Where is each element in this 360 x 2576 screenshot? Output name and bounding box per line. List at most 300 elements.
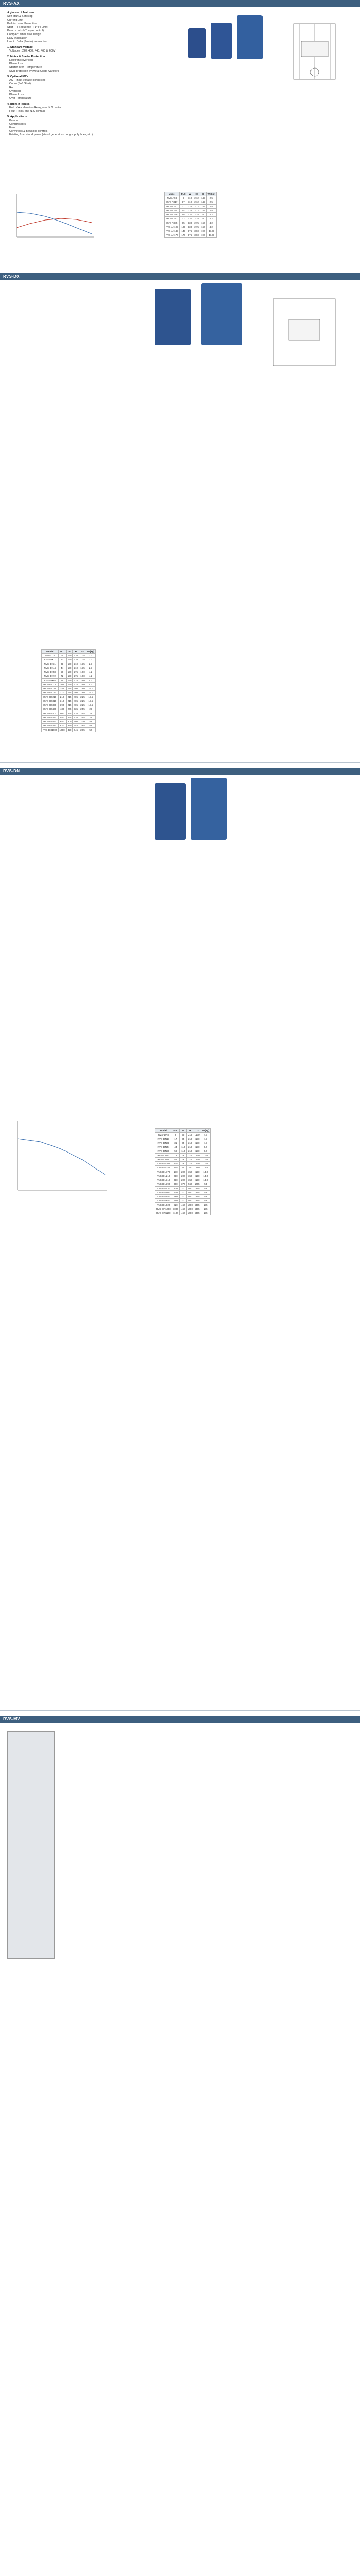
- table-cell: 255: [79, 707, 86, 711]
- table-row: [155, 1133, 211, 1137]
- table-cell: 75: [179, 1141, 186, 1145]
- table-cell: 160: [79, 679, 86, 683]
- col-header: Model: [155, 1129, 172, 1133]
- table-cell: RVS-DX650: [42, 720, 59, 724]
- table-cell: 160: [79, 674, 86, 679]
- table-cell: RVS-DX1000: [42, 728, 59, 732]
- section-divider: [0, 1710, 360, 1711]
- table-cell: 130: [187, 213, 193, 217]
- table-row: [165, 225, 217, 229]
- table-cell: 560: [186, 1182, 194, 1187]
- table-row: [165, 229, 217, 233]
- table-row: [155, 1166, 211, 1170]
- table-row: [155, 1182, 211, 1187]
- table-row: [155, 1211, 211, 1215]
- table-cell: 500: [172, 1191, 179, 1195]
- table-cell: 53: [201, 1187, 210, 1191]
- table-cell: 11.0: [201, 1158, 210, 1162]
- table-cell: RVS-AX17: [165, 200, 180, 205]
- table-cell: 175: [66, 687, 73, 691]
- table-cell: 110: [187, 209, 193, 213]
- table-cell: 130: [66, 670, 73, 674]
- table-cell: RVS-DN72: [155, 1154, 172, 1158]
- table-cell: 215: [66, 699, 73, 703]
- table-cell: 130: [187, 221, 193, 225]
- table-cell: 170: [194, 1154, 201, 1158]
- table-cell: 135: [79, 666, 86, 670]
- table-cell: 31: [179, 205, 187, 209]
- table-cell: 17: [179, 200, 187, 205]
- table-cell: RVS-DX820: [42, 724, 59, 728]
- table-cell: 390: [172, 1182, 179, 1187]
- table-row: [42, 691, 96, 695]
- table-row: [42, 662, 96, 666]
- table-cell: 190: [194, 1178, 201, 1182]
- table-cell: 430: [172, 1187, 179, 1191]
- table-row: [42, 695, 96, 699]
- table-cell: 310: [172, 1178, 179, 1182]
- table-row: [165, 221, 217, 225]
- feature-item: Start – 4 Sequence (T1~T4 Limit): [7, 26, 48, 29]
- group-item: Phase Loss: [9, 93, 24, 96]
- table-cell: RVS-DN17: [155, 1137, 172, 1141]
- table-cell: 190: [200, 233, 206, 238]
- table-cell: 225: [79, 703, 86, 707]
- table-cell: 265: [194, 1187, 201, 1191]
- table-cell: 42: [86, 720, 95, 724]
- table-row: [42, 711, 96, 716]
- section-rvs-mv: [0, 1716, 360, 2576]
- table-row: [155, 1154, 211, 1158]
- group-item: End of Acceleration Relay, one N.O contact: [9, 106, 63, 109]
- table-cell: 4.2: [206, 221, 216, 225]
- table-cell: 160: [79, 683, 86, 687]
- table-cell: 2.5: [206, 200, 216, 205]
- group-item: Curve (Soft Start): [9, 82, 31, 86]
- table-cell: 170: [194, 1162, 201, 1166]
- table-cell: 213: [186, 1145, 194, 1149]
- table-cell: RVS-DX145: [42, 687, 59, 691]
- table-cell: RVS-DX85: [42, 679, 59, 683]
- col-header: H: [186, 1129, 194, 1133]
- group-item: Compressors: [9, 123, 26, 126]
- table-row: [42, 666, 96, 670]
- table-cell: 200: [179, 1174, 186, 1178]
- table-row: [165, 196, 217, 200]
- group-item: AC – input voltage connected: [9, 79, 46, 82]
- table-cell: 160: [79, 670, 86, 674]
- table-cell: 72: [179, 217, 187, 221]
- section-header: RVS-MV: [0, 1716, 360, 1723]
- table-row: [42, 674, 96, 679]
- table-row: [155, 1162, 211, 1166]
- table-cell: 135: [79, 658, 86, 662]
- table-cell: 1000: [186, 1203, 194, 1207]
- table-cell: 17: [58, 658, 66, 662]
- table-cell: 105: [58, 683, 66, 687]
- table-cell: 285: [79, 724, 86, 728]
- table-cell: 85: [179, 221, 187, 225]
- table-cell: 820: [172, 1203, 179, 1207]
- table-cell: 460: [179, 1211, 186, 1215]
- table-cell: 460: [179, 1203, 186, 1207]
- table-cell: RVS-DN820: [155, 1203, 172, 1207]
- table-cell: RVS-DX310: [42, 699, 59, 703]
- table-cell: 650: [172, 1199, 179, 1203]
- table-row: [155, 1137, 211, 1141]
- table-cell: 190: [179, 1162, 186, 1166]
- table-cell: 105: [179, 225, 187, 229]
- table-cell: 215: [66, 695, 73, 699]
- features-block: [7, 11, 93, 137]
- col-header: Wt(kg): [201, 1129, 210, 1133]
- table-cell: 14.0: [201, 1166, 210, 1170]
- table-cell: 265: [194, 1182, 201, 1187]
- table-cell: 370: [179, 1191, 186, 1195]
- table-cell: 360: [193, 233, 200, 238]
- spec-table-dn: [155, 1128, 211, 1215]
- table-cell: RVS-AX58: [165, 213, 180, 217]
- table-cell: 820: [58, 724, 66, 728]
- table-cell: 14.0: [201, 1178, 210, 1182]
- table-row: [155, 1187, 211, 1191]
- table-cell: 2.3: [86, 662, 95, 666]
- spec-table-ax: [164, 192, 217, 238]
- table-cell: 213: [186, 1149, 194, 1154]
- col-header: Model: [42, 650, 59, 654]
- table-cell: 11.8: [206, 233, 216, 238]
- table-cell: RVS-DX210: [42, 695, 59, 699]
- table-cell: 28: [86, 716, 95, 720]
- table-cell: 31: [58, 662, 66, 666]
- table-row: [165, 205, 217, 209]
- table-cell: 213: [186, 1133, 194, 1137]
- group-item: Starter over – temperature: [9, 66, 42, 69]
- table-cell: 53: [201, 1191, 210, 1195]
- table-cell: RVS-DX500: [42, 711, 59, 716]
- table-cell: 275: [193, 225, 200, 229]
- table-row: [155, 1207, 211, 1211]
- table-cell: 225: [79, 699, 86, 703]
- mv-cabinet-image: [7, 1731, 55, 1959]
- table-cell: RVS-DN105: [155, 1162, 172, 1166]
- table-cell: 145: [172, 1166, 179, 1170]
- table-cell: 11.8: [206, 229, 216, 233]
- table-cell: 265: [66, 707, 73, 711]
- table-row: [165, 209, 217, 213]
- table-cell: 1000: [186, 1207, 194, 1211]
- table-row: [42, 716, 96, 720]
- group-item: Fault Relay, one N.O contact: [9, 110, 45, 113]
- table-cell: 110: [179, 1145, 186, 1149]
- table-row: [42, 703, 96, 707]
- table-cell: 210: [73, 654, 79, 658]
- table-row: [42, 720, 96, 724]
- group-title: 3. Optional I/O's: [7, 75, 28, 78]
- table-cell: RVS-AX170: [165, 233, 180, 238]
- section-rvs-dn: [0, 768, 360, 1705]
- table-cell: 560: [186, 1191, 194, 1195]
- table-cell: 135: [201, 1211, 210, 1215]
- table-cell: 275: [193, 221, 200, 225]
- table-header: [155, 1129, 211, 1133]
- table-cell: RVS-AX72: [165, 217, 180, 221]
- table-cell: 58: [172, 1149, 179, 1154]
- table-cell: 8: [172, 1133, 179, 1137]
- table-cell: 190: [179, 1154, 186, 1158]
- col-header: Wt(kg): [206, 192, 216, 196]
- table-cell: 130: [66, 674, 73, 679]
- table-cell: 175: [66, 691, 73, 695]
- table-cell: 130: [66, 662, 73, 666]
- table-cell: 18.5: [86, 703, 95, 707]
- table-cell: 535: [73, 707, 79, 711]
- table-cell: 110: [187, 196, 193, 200]
- table-cell: 72: [172, 1154, 179, 1158]
- table-cell: 31: [172, 1141, 179, 1145]
- table-cell: 175: [187, 229, 193, 233]
- table-cell: 52: [86, 724, 95, 728]
- table-cell: 130: [66, 683, 73, 687]
- table-row: [42, 679, 96, 683]
- group-title: 5. Applications: [7, 115, 27, 118]
- table-cell: 2.5: [206, 196, 216, 200]
- table-cell: 18.5: [86, 699, 95, 703]
- starter-unit: [155, 783, 186, 840]
- table-cell: 275: [193, 213, 200, 217]
- table-cell: 52: [86, 728, 95, 732]
- table-cell: 212: [193, 200, 200, 205]
- table-cell: 28: [86, 707, 95, 711]
- table-cell: 275: [73, 674, 79, 679]
- table-cell: 170: [58, 691, 66, 695]
- table-cell: 210: [73, 666, 79, 670]
- table-cell: 6.6: [201, 1149, 210, 1154]
- table-cell: 53: [201, 1199, 210, 1203]
- table-cell: 160: [200, 213, 206, 217]
- table-cell: 160: [200, 225, 206, 229]
- table-cell: RVS-DX105: [42, 683, 59, 687]
- table-cell: 255: [79, 711, 86, 716]
- table-cell: RVS-DN580: [155, 1195, 172, 1199]
- table-cell: 2.3: [86, 654, 95, 658]
- table-cell: 170: [194, 1145, 201, 1149]
- table-row: [42, 728, 96, 732]
- table-cell: RVS-DN8: [155, 1133, 172, 1137]
- table-cell: 4.2: [206, 217, 216, 221]
- performance-chart: [9, 192, 97, 243]
- table-cell: 380: [73, 687, 79, 691]
- table-cell: RVS-DN44: [155, 1145, 172, 1149]
- group-item: Conveyors & Bowsolid controls: [9, 130, 48, 133]
- col-header: W: [66, 650, 73, 654]
- table-cell: RVS-DN31: [155, 1141, 172, 1145]
- table-cell: 460: [179, 1207, 186, 1211]
- table-cell: 145: [200, 205, 206, 209]
- table-cell: 215: [66, 703, 73, 707]
- table-cell: RVS-DX8: [42, 654, 59, 658]
- table-cell: RVS-DN430: [155, 1187, 172, 1191]
- table-cell: 212: [193, 196, 200, 200]
- section-divider: [0, 762, 360, 763]
- table-cell: RVS-AX105: [165, 225, 180, 229]
- group-item: Fans: [9, 126, 15, 129]
- table-cell: 645: [73, 728, 79, 732]
- table-cell: 135: [79, 654, 86, 658]
- table-cell: 265: [66, 716, 73, 720]
- table-cell: 58: [58, 670, 66, 674]
- starter-unit: [155, 289, 191, 345]
- table-cell: 11.7: [86, 691, 95, 695]
- table-cell: RVS-DX44: [42, 666, 59, 670]
- col-header: H: [193, 192, 200, 196]
- table-cell: 130: [187, 217, 193, 221]
- table-cell: 580: [58, 716, 66, 720]
- table-cell: 1100: [172, 1211, 179, 1215]
- table-cell: 350: [186, 1170, 194, 1174]
- table-cell: 170: [179, 233, 187, 238]
- table-cell: 17: [172, 1137, 179, 1141]
- table-cell: 275: [73, 670, 79, 674]
- table-cell: 160: [200, 221, 206, 225]
- starter-unit: [191, 778, 227, 840]
- table-cell: 4.2: [86, 674, 95, 679]
- table-cell: 275: [73, 679, 79, 683]
- group-item: Voltages : 220, 400, 440, 460 & 600V: [9, 49, 56, 53]
- table-cell: RVS-DN310: [155, 1178, 172, 1182]
- table-cell: 130: [187, 225, 193, 229]
- table-cell: 310: [58, 699, 66, 703]
- table-header: [42, 650, 96, 654]
- table-header: [165, 192, 217, 196]
- table-cell: RVS-DN58: [155, 1149, 172, 1154]
- table-cell: 4.7: [201, 1137, 210, 1141]
- table-row: [155, 1174, 211, 1178]
- group-title: 1. Standard voltage: [7, 46, 33, 49]
- table-cell: RVS-DN145: [155, 1166, 172, 1170]
- table-cell: 4.7: [201, 1133, 210, 1137]
- table-cell: 75: [179, 1137, 186, 1141]
- feature-item: Pump control (Torque control): [7, 29, 44, 32]
- group-title: 2. Motor & Starter Protection: [7, 55, 45, 58]
- table-cell: 1000: [172, 1207, 179, 1211]
- table-cell: 265: [194, 1191, 201, 1195]
- table-cell: 130: [66, 679, 73, 683]
- table-row: [155, 1203, 211, 1207]
- table-cell: 11.0: [201, 1154, 210, 1158]
- table-cell: 110: [179, 1149, 186, 1154]
- starter-unit: [211, 23, 232, 59]
- table-cell: 275: [193, 217, 200, 221]
- table-cell: 145: [179, 229, 187, 233]
- feature-item: Line to Delta (6-wire) connection: [7, 40, 47, 43]
- group-item: Run: [9, 86, 14, 89]
- table-cell: 28: [86, 711, 95, 716]
- table-cell: 405: [73, 703, 79, 707]
- col-header: FLC: [58, 650, 66, 654]
- table-cell: 190: [194, 1166, 201, 1170]
- table-cell: 210: [58, 695, 66, 699]
- section-header: RVS-AX: [0, 0, 360, 7]
- table-cell: 580: [172, 1195, 179, 1199]
- table-cell: 275: [186, 1158, 194, 1162]
- table-cell: 210: [73, 662, 79, 666]
- table-cell: 110: [187, 205, 193, 209]
- table-cell: RVS-DX72: [42, 674, 59, 679]
- table-cell: 275: [186, 1162, 194, 1166]
- table-cell: 200: [179, 1166, 186, 1170]
- table-cell: 320: [66, 724, 73, 728]
- group-item: Pumps: [9, 119, 18, 122]
- section-header: RVS-DN: [0, 768, 360, 775]
- table-cell: 4.7: [201, 1141, 210, 1145]
- table-cell: 305: [194, 1211, 201, 1215]
- table-row: [155, 1195, 211, 1199]
- table-cell: 305: [194, 1207, 201, 1211]
- table-cell: 4.2: [206, 225, 216, 229]
- table-cell: 305: [194, 1203, 201, 1207]
- table-cell: RVS-DX31: [42, 662, 59, 666]
- group-item: Overload: [9, 90, 21, 93]
- table-cell: RVS-DX390: [42, 703, 59, 707]
- table-cell: RVS-DN85: [155, 1158, 172, 1162]
- table-cell: 4.2: [206, 213, 216, 217]
- table-cell: 53: [201, 1182, 210, 1187]
- starter-unit: [237, 15, 263, 59]
- table-cell: 212: [193, 205, 200, 209]
- table-cell: 170: [194, 1149, 201, 1154]
- table-cell: 360: [193, 229, 200, 233]
- table-cell: 213: [186, 1137, 194, 1141]
- table-cell: 53: [201, 1195, 210, 1199]
- table-cell: 14.0: [201, 1170, 210, 1174]
- product-image: [188, 15, 266, 62]
- table-cell: 2.5: [206, 205, 216, 209]
- table-cell: RVS-DN1000: [155, 1207, 172, 1211]
- table-cell: 350: [186, 1174, 194, 1178]
- table-cell: 175: [187, 233, 193, 238]
- table-cell: 210: [172, 1174, 179, 1178]
- table-cell: 560: [186, 1187, 194, 1191]
- table-cell: 275: [186, 1154, 194, 1158]
- table-row: [155, 1149, 211, 1154]
- feature-item: Current Limit: [7, 19, 23, 22]
- table-cell: 270: [79, 720, 86, 724]
- table-cell: 265: [194, 1199, 201, 1203]
- table-cell: 190: [194, 1174, 201, 1178]
- table-cell: 8: [179, 196, 187, 200]
- table-cell: 145: [200, 196, 206, 200]
- table-cell: 405: [73, 699, 79, 703]
- col-header: W: [187, 192, 193, 196]
- table-cell: 1000: [58, 728, 66, 732]
- table-cell: 130: [66, 658, 73, 662]
- table-cell: 300: [66, 720, 73, 724]
- table-row: [42, 687, 96, 691]
- table-cell: 275: [73, 683, 79, 687]
- col-header: W: [179, 1129, 186, 1133]
- table-cell: RVS-AX44: [165, 209, 180, 213]
- table-cell: 2.5: [206, 209, 216, 213]
- table-cell: 190: [200, 229, 206, 233]
- table-cell: 370: [179, 1182, 186, 1187]
- table-cell: 44: [172, 1145, 179, 1149]
- table-cell: 390: [58, 703, 66, 707]
- group-title: 4. Built-in Relays: [7, 103, 30, 106]
- table-cell: 190: [79, 691, 86, 695]
- table-cell: RVS-DX17: [42, 658, 59, 662]
- table-cell: RVS-AX8: [165, 196, 180, 200]
